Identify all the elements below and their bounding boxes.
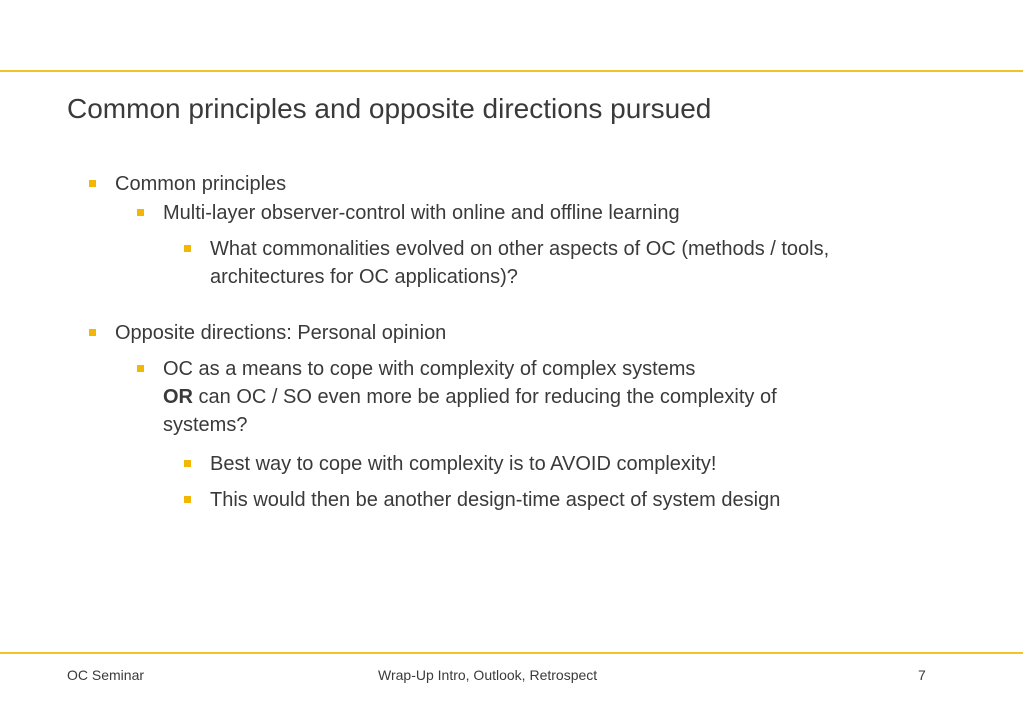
bullet-marker	[137, 365, 144, 372]
bullet-oc-means	[163, 355, 777, 439]
bullet-text-line-2	[163, 383, 777, 411]
or-emphasis: OR	[163, 386, 193, 408]
bullet-text-line-2-rest: can OC / SO even more be applied for reducing the complexity of	[193, 386, 777, 408]
bullet-marker	[184, 460, 191, 467]
bullet-marker	[184, 245, 191, 252]
footer-page-number: 7	[918, 667, 926, 683]
bullet-text: This would then be another design-time aspect of system design	[210, 489, 781, 511]
footer-course: OC Seminar	[67, 667, 145, 683]
bullet-text: Best way to cope with complexity is to AVOID complexity!	[210, 453, 717, 475]
bullet-text: Opposite directions: Personal opinion	[115, 322, 447, 344]
bullet-opposite-directions	[115, 319, 446, 347]
bullet-text-line-3: systems?	[163, 414, 248, 436]
bullet-best-way	[210, 450, 716, 478]
bullet-text: Multi-layer observer-control with online and offline learning	[163, 202, 680, 224]
bullet-commonalities	[210, 235, 829, 291]
footer-topic: Wrap-Up Intro, Outlook, Retrospect	[378, 667, 598, 683]
bullet-text: Common principles	[115, 173, 287, 195]
slide-title: Common principles and opposite directions pursued	[67, 93, 712, 124]
bullet-marker	[89, 180, 96, 187]
bullet-common-principles	[115, 170, 286, 198]
bullet-design-time	[210, 486, 780, 514]
bullet-text-line-1: What commonalities evolved on other aspects of OC (methods / tools,	[210, 238, 830, 260]
bullet-marker	[184, 496, 191, 503]
top-divider	[0, 70, 1023, 72]
bullet-text-line-1: OC as a means to cope with complexity of complex systems	[163, 358, 696, 380]
bottom-divider	[0, 652, 1023, 654]
bullet-text-line-2: architectures for OC applications)?	[210, 266, 518, 288]
bullet-multi-layer	[163, 199, 680, 227]
bullet-marker	[137, 209, 144, 216]
bullet-marker	[89, 329, 96, 336]
